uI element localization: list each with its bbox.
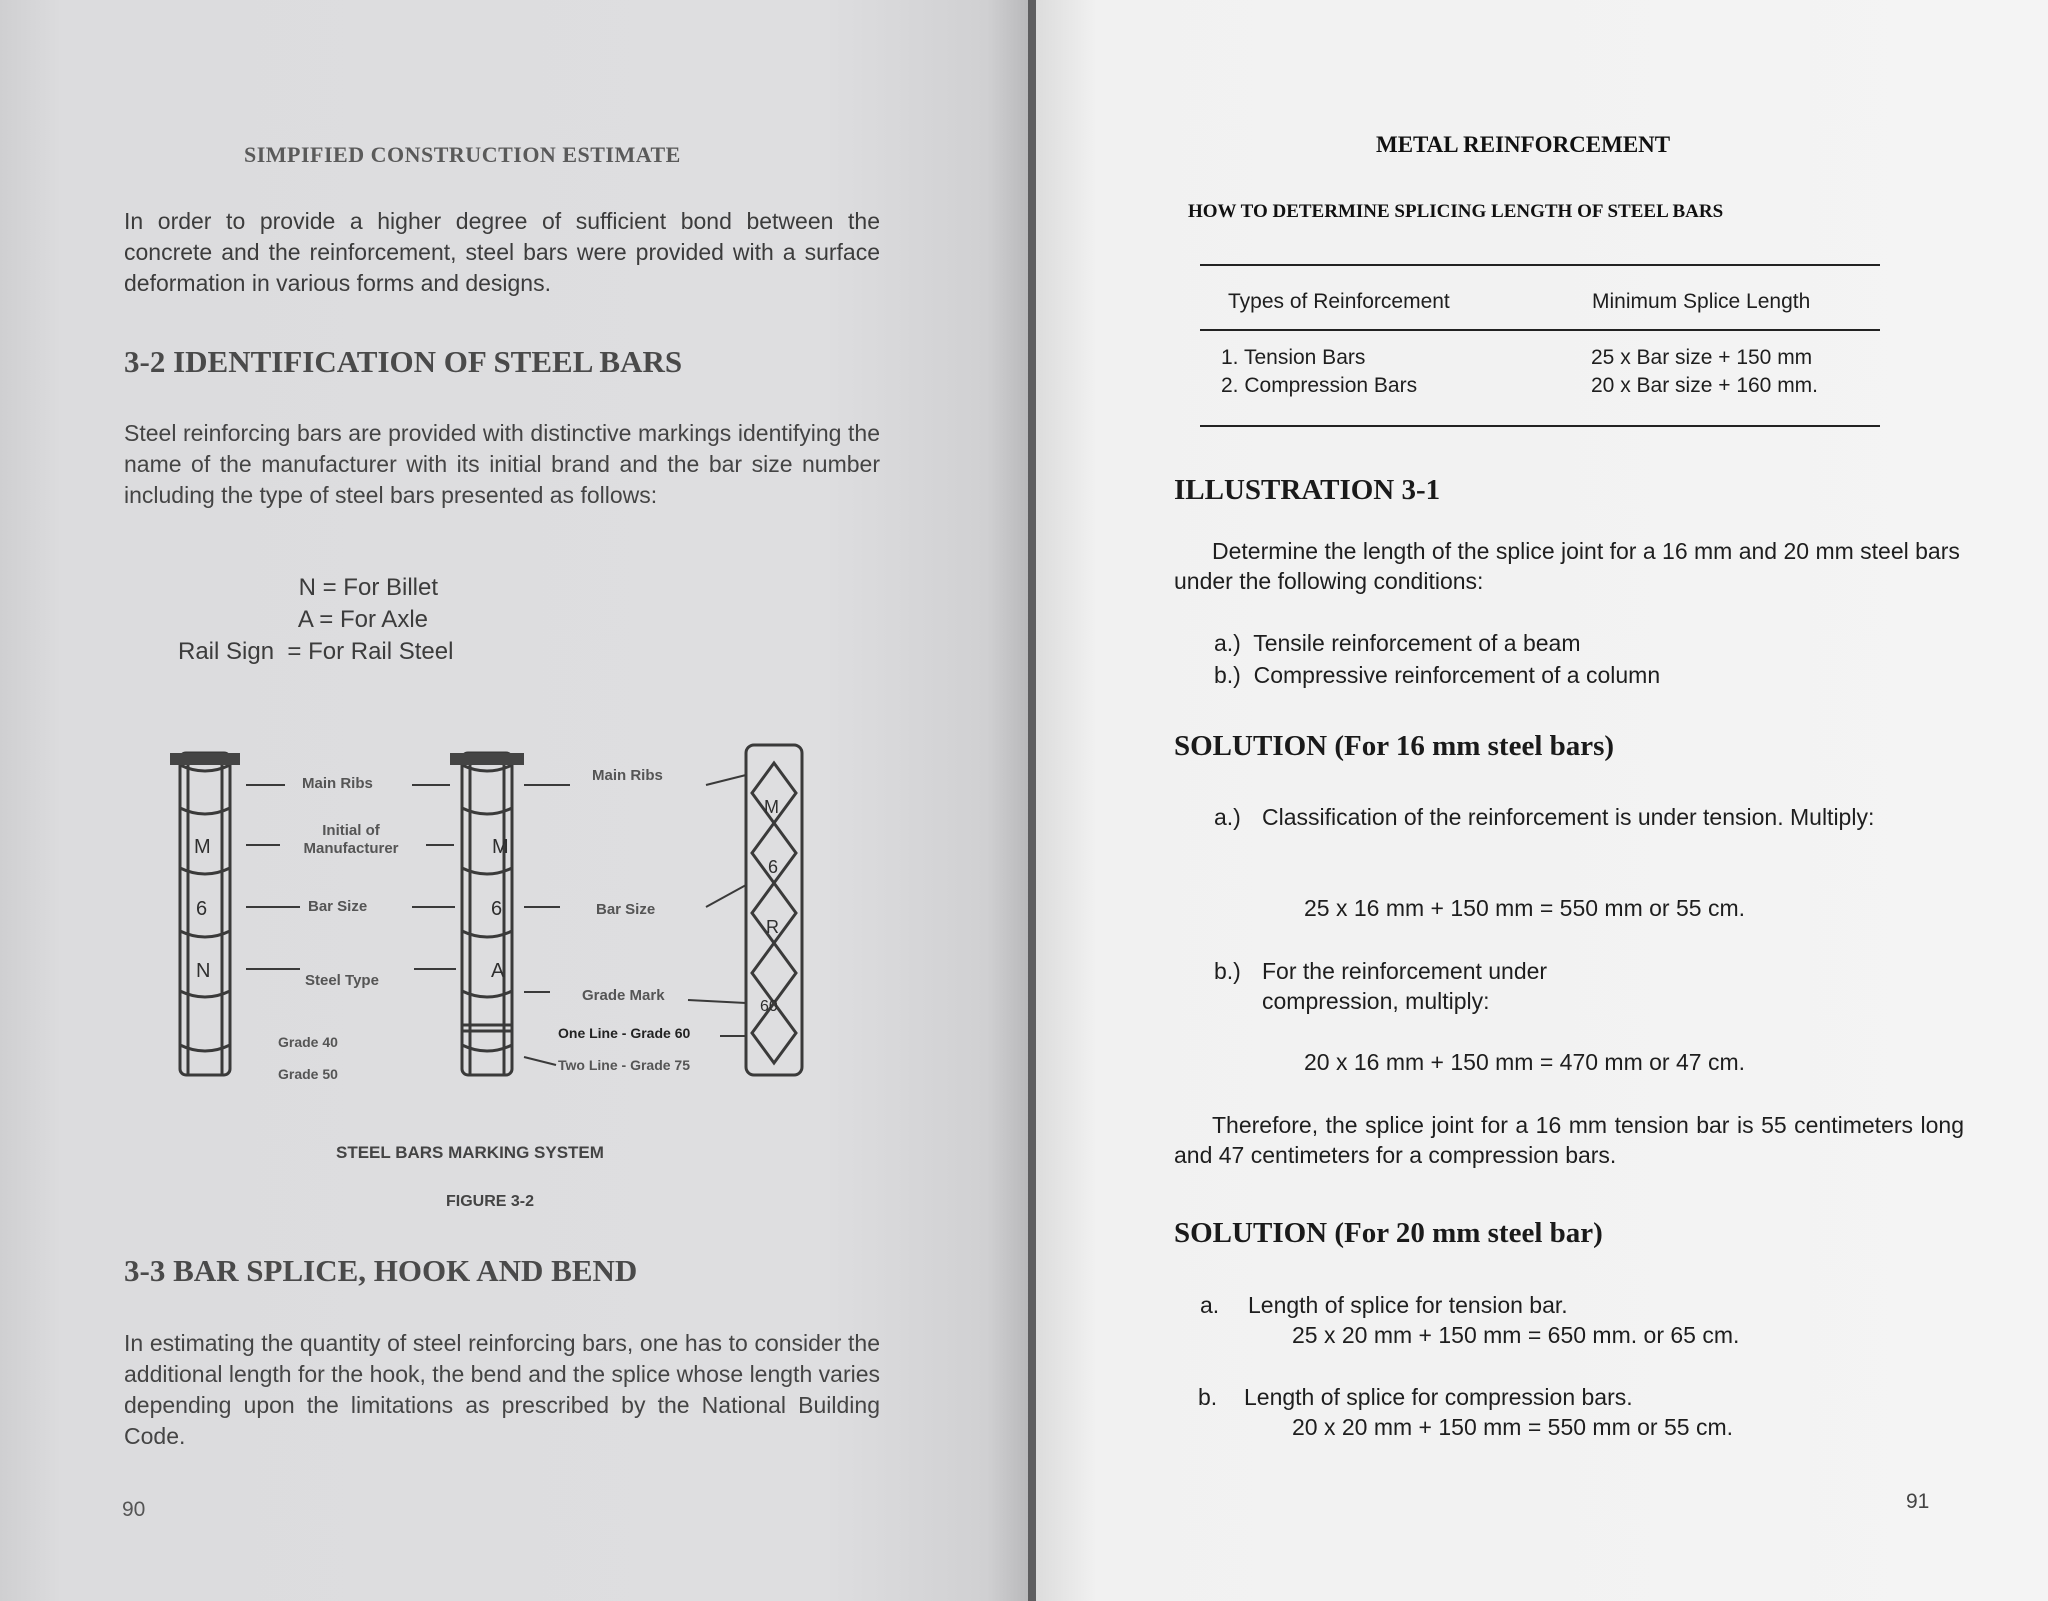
solution-20-a-marker: a.: [1200, 1292, 1220, 1318]
condition-b-text: Compressive reinforcement of a column: [1253, 662, 1661, 688]
solution-20-a-equation: 25 x 20 mm + 150 mm = 650 mm. or 65 cm.: [1292, 1322, 1740, 1348]
intro-paragraph: In order to provide a higher degree of sufficient bond between the concrete and the reinforcement, steel bars were provided with a surface deformation in various forms and designs.: [124, 208, 880, 296]
solution-16-a-text: Classification of the reinforcement is under tension. Multiply:: [1262, 804, 1875, 830]
bar2-mark-6: 6: [491, 898, 503, 920]
splicing-length-subheading: HOW TO DETERMINE SPLICING LENGTH OF STEEL BARS: [1188, 201, 1724, 222]
section-3-2-heading: 3-2 IDENTIFICATION OF STEEL BARS: [124, 344, 683, 379]
solution-20-b-text: Length of splice for compression bars.: [1244, 1384, 1633, 1410]
bar1-mark-6: 6: [196, 898, 208, 920]
condition-b-marker: b.): [1214, 662, 1241, 688]
label-bar-size-1: Bar Size: [308, 898, 368, 915]
bar1-mark-m: M: [194, 836, 211, 858]
bar3-mark-m: M: [764, 797, 779, 817]
steel-bars-diagram: [150, 735, 850, 1095]
label-main-ribs-2: Main Ribs: [592, 767, 663, 784]
legend-key-rail: Rail Sign: [178, 638, 275, 665]
table-header-length: Minimum Splice Length: [1592, 290, 1811, 313]
label-one-line-grade-60: One Line - Grade 60: [558, 1025, 691, 1041]
solution-20-a-text: Length of splice for tension bar.: [1248, 1292, 1568, 1318]
illustration-text: Determine the length of the splice joint for a 16 mm and 20 mm steel bars under the following conditions:: [1174, 538, 1960, 594]
solution-16-b-text: For the reinforcement under compression, multiply:: [1262, 958, 1548, 1014]
legend-key-n: N: [298, 574, 316, 601]
figure-caption: STEEL BARS MARKING SYSTEM: [336, 1143, 604, 1162]
solution-20-b-marker: b.: [1198, 1384, 1218, 1410]
bar2-mark-m: M: [492, 836, 509, 858]
section-3-3-heading: 3-3 BAR SPLICE, HOOK AND BEND: [124, 1253, 638, 1288]
steel-bar-2: [462, 753, 512, 1075]
bar3-mark-6: 6: [768, 857, 779, 877]
table-header-type: Types of Reinforcement: [1228, 290, 1450, 313]
table-row-2-type: 2. Compression Bars: [1221, 374, 1418, 397]
therefore-text: Therefore, the splice joint for a 16 mm tension bar is 55 centimeters long and 47 centimeters for a compression bars.: [1174, 1112, 1964, 1168]
page-number-right: 91: [1906, 1490, 1930, 1513]
bar2-mark-a: A: [491, 960, 505, 982]
solution-16-heading: SOLUTION (For 16 mm steel bars): [1174, 730, 1615, 762]
section-3-2-paragraph: Steel reinforcing bars are provided with distinctive markings identifying the name of the manufacturer with its initial brand and the bar size number including the type of steel bars presented as follows:: [124, 420, 880, 508]
label-initial-of-manufacturer: Initial of Manufacturer: [303, 822, 399, 857]
steel-bar-3: [746, 745, 802, 1075]
page-number-left: 90: [122, 1498, 146, 1521]
book-gutter: [1028, 0, 1036, 1601]
bar3-mark-60: 60: [760, 998, 778, 1015]
label-two-line-grade-75: Two Line - Grade 75: [558, 1057, 690, 1073]
solution-16-b-marker: b.): [1214, 958, 1241, 984]
label-grade-50: Grade 50: [278, 1066, 338, 1082]
figure-number: FIGURE 3-2: [446, 1193, 535, 1210]
label-grade-mark: Grade Mark: [582, 987, 665, 1004]
condition-a-text: Tensile reinforcement of a beam: [1253, 630, 1581, 656]
illustration-heading: ILLUSTRATION 3-1: [1174, 474, 1441, 506]
table-row-1-length: 25 x Bar size + 150 mm: [1591, 346, 1813, 369]
label-bar-size-2: Bar Size: [596, 901, 656, 918]
solution-20-heading: SOLUTION (For 20 mm steel bar): [1174, 1217, 1603, 1249]
legend-value-n: = For Billet: [322, 574, 438, 601]
label-steel-type: Steel Type: [305, 972, 379, 989]
running-head-right: METAL REINFORCEMENT: [1376, 132, 1671, 157]
label-main-ribs-1: Main Ribs: [302, 775, 373, 792]
solution-20-b-equation: 20 x 20 mm + 150 mm = 550 mm or 55 cm.: [1292, 1414, 1733, 1440]
label-grade-40: Grade 40: [278, 1034, 338, 1050]
table-row-2-length: 20 x Bar size + 160 mm.: [1591, 374, 1819, 397]
bar1-mark-n: N: [196, 960, 211, 982]
right-page: [1036, 0, 2048, 1601]
solution-16-a-equation: 25 x 16 mm + 150 mm = 550 mm or 55 cm.: [1304, 895, 1745, 921]
legend-key-a: A: [297, 606, 313, 633]
table-row-1-type: 1. Tension Bars: [1221, 346, 1366, 369]
legend-value-rail: = For Rail Steel: [287, 638, 454, 665]
legend-value-a: = For Axle: [319, 606, 428, 633]
running-head-left: SIMPIFIED CONSTRUCTION ESTIMATE: [244, 142, 681, 167]
section-3-3-paragraph: In estimating the quantity of steel reinforcing bars, one has to consider the additional length for the hook, the bend and the splice whose length varies depending upon the limitations as prescribed by the National Building Code.: [124, 1330, 880, 1449]
solution-16-a-marker: a.): [1214, 804, 1241, 830]
solution-16-b-equation: 20 x 16 mm + 150 mm = 470 mm or 47 cm.: [1304, 1049, 1745, 1075]
condition-a-marker: a.): [1214, 630, 1241, 656]
bar3-mark-r: R: [766, 917, 779, 937]
